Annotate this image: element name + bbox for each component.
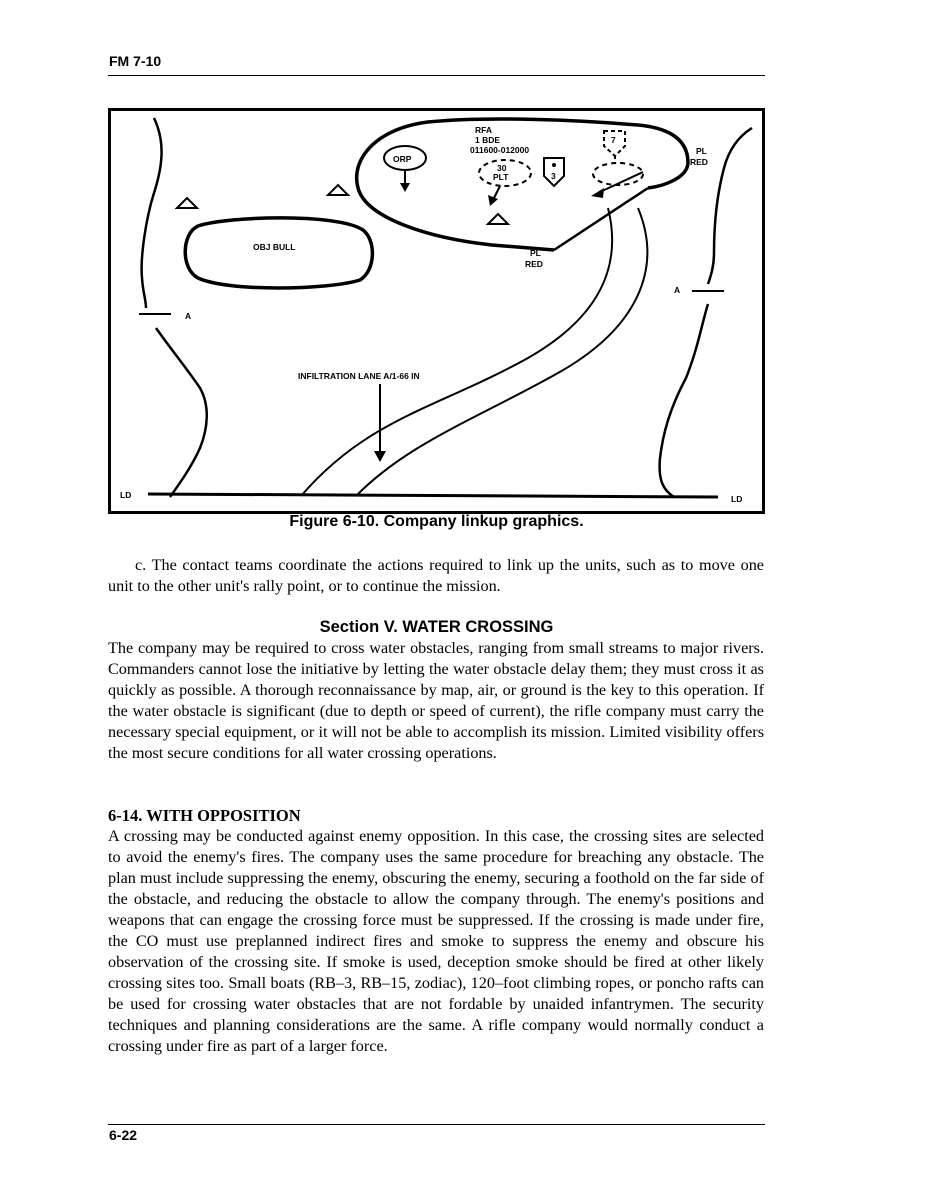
infiltration-lane-right [356, 208, 647, 496]
pl-mid-red-label: RED [525, 259, 543, 269]
boundary-a-left: A [185, 311, 192, 321]
platoon-label: PLT [493, 172, 509, 182]
right-boundary-lower [660, 304, 708, 497]
triangle-marker-1 [177, 198, 197, 208]
subsection-title: 6-14. WITH OPPOSITION [108, 806, 301, 825]
unit-7-position [593, 163, 643, 185]
orp-arrowhead [400, 183, 410, 192]
unit-7-label: 7 [611, 135, 616, 145]
rfa-unit-label: 1 BDE [475, 135, 501, 145]
section-paragraph: The company may be required to cross water obstacles, ranging from small streams to major rivers. Commanders cannot lose the initiative by letting the water obstacle delay them; they must cross it as quickly as possible. A thorough reconnaissance by map, air, or ground is the key to this operation. If the water obstacle is significant (due to depth or speed of current), the rifle company must carry the necessary special equipment, or it will not be able to accomplish its mission. Limited visibility offers the most secure conditions for all water crossing operations. [108, 639, 764, 762]
left-boundary-upper [142, 118, 162, 308]
footer-rule [108, 1124, 765, 1125]
paragraph-c: c. The contact teams coordinate the actions required to link up the units, such as to move one unit to the other unit's rally point, or to continue the mission. [108, 556, 764, 595]
objective-bull-outline [185, 218, 372, 288]
platoon-30-arrow-shaft [494, 186, 500, 198]
boundary-a-right: A [674, 285, 681, 295]
infiltration-lane-left [301, 208, 612, 496]
ld-left-label: LD [120, 490, 132, 500]
section-title: Section V. WATER CROSSING [319, 618, 554, 636]
orp-label: ORP [393, 154, 412, 164]
pl-mid-label: PL [530, 248, 541, 258]
rfa-label: RFA [475, 125, 492, 135]
infiltration-arrowhead [374, 451, 386, 462]
link-arrowhead [591, 188, 604, 198]
triangle-marker-2 [328, 185, 348, 195]
left-boundary-lower [156, 328, 207, 497]
platoon-30-arrowhead [488, 195, 498, 206]
right-boundary-upper [708, 128, 752, 284]
pl-right-label: PL [696, 146, 707, 156]
figure-caption: Figure 6-10. Company linkup graphics. [289, 513, 584, 530]
ld-right-label: LD [731, 494, 743, 504]
line-of-departure [148, 494, 718, 497]
running-header: FM 7-10 [109, 53, 162, 69]
objective-label: OBJ BULL [253, 242, 296, 252]
triangle-marker-3 [488, 214, 508, 224]
pl-right-red-label: RED [690, 157, 708, 167]
header-rule [108, 75, 765, 76]
figure-border [110, 110, 764, 513]
page-number: 6-22 [109, 1127, 138, 1143]
subsection-paragraph: A crossing may be conducted against enemy opposition. In this case, the crossing sites are selected to avoid the enemy's fires. The company uses the same procedure for breaching any obstacle. The plan must include suppressing the enemy, obscuring the enemy, securing a foothold on the far side of the obstacle, and reducing the obstacle to allow the company through. The enemy's positions and weapons that can engage the crossing force must be suppressed. If the crossing is made under fire, the CO must use preplanned indirect fires and smoke to suppress the enemy and obscure his observation of the crossing site. If smoke is used, deception smoke should be fired at other likely crossing sites too. Small boats (RB–3, RB–15, zodiac), 120–foot climbing ropes, or poncho rafts can be used for crossing water obstacles that are not fordable by unaided infantrymen. The security techniques and planning considerations are the same. A rifle company would normally conduct a crossing under fire as part of a larger force. [108, 827, 764, 1055]
platoon-30-number: 30 [497, 163, 507, 173]
unit-3-label: 3 [551, 171, 556, 181]
linkup-graphics-figure [108, 108, 765, 514]
unit-3-dot [552, 163, 556, 167]
infiltration-lane-label: INFILTRATION LANE A/1-66 IN [298, 371, 420, 381]
rfa-time-label: 011600-012000 [470, 145, 530, 155]
